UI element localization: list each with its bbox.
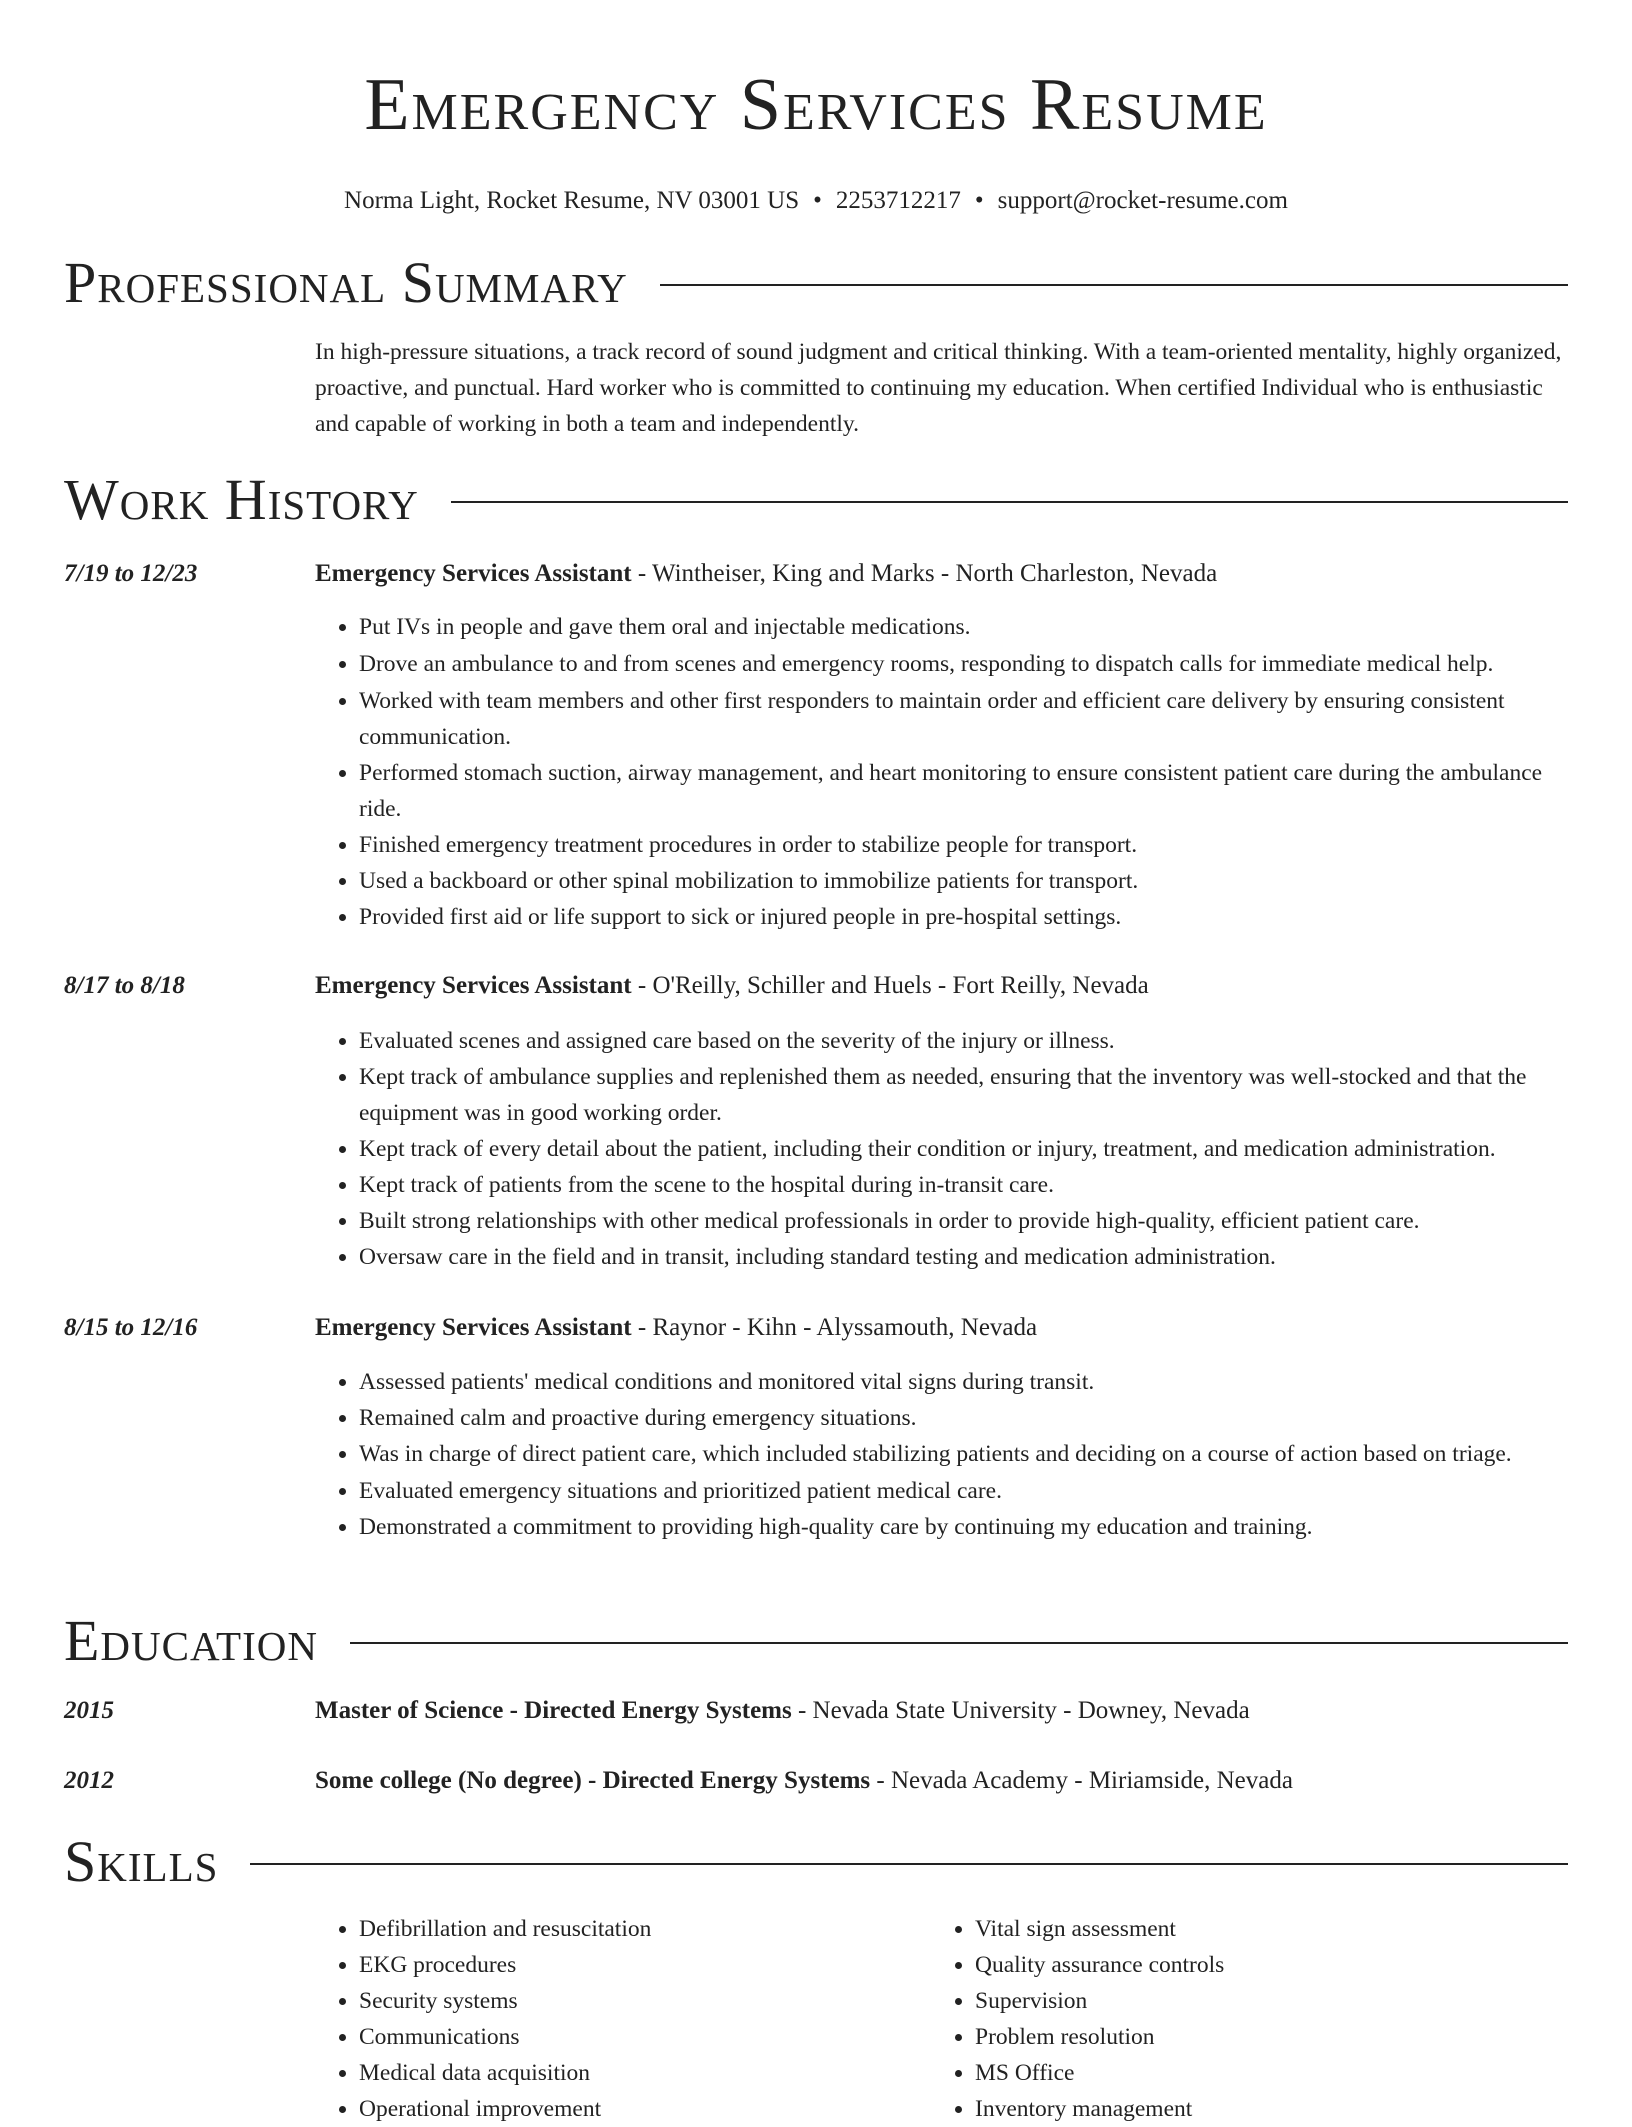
list-item: • Evaluated emergency situations and prioritized patient medical care.	[359, 1473, 1568, 1509]
section-header-work-history	[64, 467, 1568, 532]
list-item: • Evaluated scenes and assigned care based on the severity of the injury or illness.	[359, 1023, 1568, 1059]
contact-address: Norma Light, Rocket Resume, NV 03001 US	[344, 187, 800, 214]
list-item: • MS Office	[975, 2055, 1547, 2091]
job-employer: - Raynor - Kihn - Alyssamouth, Nevada	[631, 1314, 1038, 1341]
list-item: • Kept track of patients from the scene to the hospital during in-transit care.	[359, 1167, 1568, 1203]
education-school: - Nevada Academy - Miriamside, Nevada	[870, 1767, 1293, 1794]
section-header-skills	[64, 1829, 1568, 1894]
job-role: Emergency Services Assistant	[315, 560, 632, 587]
job-heading	[315, 559, 1217, 589]
contact-phone: 2253712217	[835, 187, 961, 214]
job-bullets	[315, 609, 1568, 935]
skills-list	[315, 1911, 1568, 2127]
list-item: • Demonstrated a commitment to providing high-quality care by continuing my education and training.	[359, 1509, 1568, 1545]
job-dates: 8/17 to 8/18	[64, 972, 185, 999]
resume-page	[64, 0, 1568, 2122]
job-heading	[315, 971, 1149, 1001]
list-item: • Communications	[359, 2019, 931, 2055]
list-item: • Supervision	[975, 1983, 1547, 2019]
job-bullets	[315, 1023, 1568, 1275]
list-item: • Operational improvement	[359, 2091, 931, 2127]
education-year: 2012	[64, 1767, 114, 1794]
list-item: • Worked with team members and other first responders to maintain order and efficient care delivery by ensuring consistent communication.	[359, 683, 1568, 755]
list-item: • Performed stomach suction, airway management, and heart monitoring to ensure consistent patient care during the ambulance ride.	[359, 755, 1568, 827]
list-item: • Finished emergency treatment procedures in order to stabilize people for transport.	[359, 827, 1568, 863]
list-item: • Remained calm and proactive during emergency situations.	[359, 1400, 1568, 1436]
summary-text: In high-pressure situations, a track record of sound judgment and critical thinking. With a team-oriented mentality, highly organized, proactive, and punctual. Hard worker who is committed to continuing my education. When certified Individual who is enthusiastic and capable of working in both a team and independently.	[315, 339, 1562, 437]
skills-column-left	[315, 1911, 931, 2127]
contact-separator: •	[974, 187, 984, 214]
list-item: • EKG procedures	[359, 1947, 931, 1983]
section-divider	[451, 501, 1568, 503]
section-title-summary: Professional Summary	[64, 250, 628, 315]
section-divider	[250, 1863, 1568, 1865]
job-bullets	[315, 1364, 1568, 1545]
skills-column-right	[931, 1911, 1547, 2127]
list-item: • Used a backboard or other spinal mobilization to immobilize patients for transport.	[359, 863, 1568, 899]
list-item: • Assessed patients' medical conditions and monitored vital signs during transit.	[359, 1364, 1568, 1400]
education-year: 2015	[64, 1697, 114, 1724]
list-item: • Kept track of every detail about the patient, including their condition or injury, treatment, and medication administration.	[359, 1131, 1568, 1167]
section-divider	[660, 284, 1568, 286]
job-role: Emergency Services Assistant	[315, 972, 632, 999]
job-role: Emergency Services Assistant	[315, 1314, 632, 1341]
list-item: • Inventory management	[975, 2091, 1547, 2127]
list-item: • Defibrillation and resuscitation	[359, 1911, 931, 1947]
contact-email: support@rocket-resume.com	[997, 187, 1288, 214]
list-item: • Kept track of ambulance supplies and replenished them as needed, ensuring that the inventory was well-stocked and that the equipment was in good working order.	[359, 1059, 1568, 1131]
list-item: • Medical data acquisition	[359, 2055, 931, 2091]
education-school: - Nevada State University - Downey, Nevada	[791, 1697, 1250, 1724]
list-item: • Oversaw care in the field and in transit, including standard testing and medication administration.	[359, 1239, 1568, 1275]
section-title-skills: Skills	[64, 1829, 219, 1894]
section-header-summary	[64, 250, 1568, 315]
job-dates: 8/15 to 12/16	[64, 1314, 198, 1341]
education-heading	[315, 1766, 1293, 1796]
job-employer: - O'Reilly, Schiller and Huels - Fort Reilly, Nevada	[631, 972, 1149, 999]
contact-line	[64, 186, 1568, 216]
list-item: • Drove an ambulance to and from scenes and emergency rooms, responding to dispatch calls for immediate medical help.	[359, 646, 1568, 682]
section-title-work-history: Work History	[64, 467, 419, 532]
list-item: • Was in charge of direct patient care, which included stabilizing patients and deciding on a course of action based on triage.	[359, 1436, 1568, 1472]
list-item: • Security systems	[359, 1983, 931, 2019]
list-item: • Quality assurance controls	[975, 1947, 1547, 1983]
education-degree: Master of Science - Directed Energy Systems	[315, 1697, 792, 1724]
section-divider	[350, 1642, 1568, 1644]
list-item: • Built strong relationships with other medical professionals in order to provide high-quality, efficient patient care.	[359, 1203, 1568, 1239]
resume-title: Emergency Services Resume	[364, 64, 1268, 146]
list-item: • Provided first aid or life support to sick or injured people in pre-hospital settings.	[359, 899, 1568, 935]
section-header-education	[64, 1608, 1568, 1673]
education-heading	[315, 1696, 1250, 1726]
section-title-education: Education	[64, 1608, 318, 1673]
education-degree: Some college (No degree) - Directed Energy Systems	[315, 1767, 871, 1794]
list-item: • Put IVs in people and gave them oral and injectable medications.	[359, 609, 1568, 645]
contact-separator: •	[813, 187, 822, 214]
job-dates: 7/19 to 12/23	[64, 560, 198, 587]
list-item: • Problem resolution	[975, 2019, 1547, 2055]
list-item: • Vital sign assessment	[975, 1911, 1547, 1947]
job-employer: - Wintheiser, King and Marks - North Charleston, Nevada	[631, 560, 1218, 587]
job-heading	[315, 1313, 1037, 1343]
